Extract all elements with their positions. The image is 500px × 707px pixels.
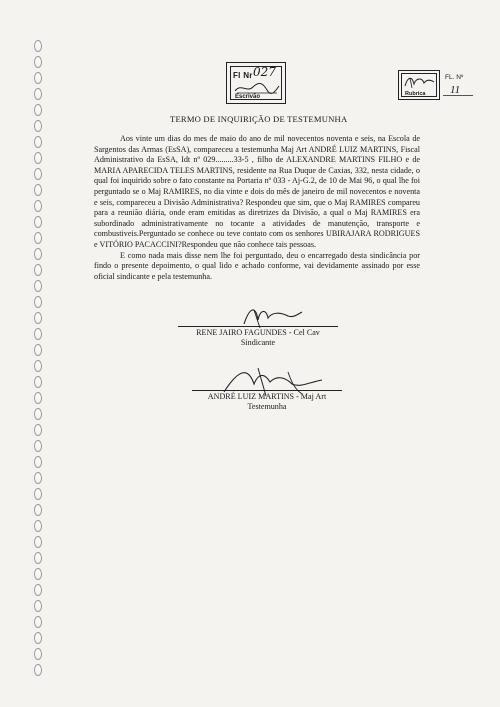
fl-number-value: 11 [450,84,461,96]
punch-hole [34,56,42,68]
punch-hole [34,264,42,276]
sindicante-name: RENE JAIRO FAGUNDES - Cel Cav [196,328,320,337]
fl-number-label: FL. Nº [445,74,464,81]
folha-stamp [226,62,286,104]
punch-hole [34,200,42,212]
punch-hole [34,104,42,116]
fl-number-underline [443,95,473,96]
punch-hole [34,248,42,260]
punch-hole [34,664,42,676]
punch-hole [34,136,42,148]
punch-hole [34,216,42,228]
rubrica-stamp-footer: Rubrica [405,91,426,97]
punch-hole [34,568,42,580]
testemunha-signature-line [192,390,342,391]
folha-stamp-label: Fl Nr [233,71,253,80]
punch-hole [34,376,42,388]
escrivao-signature-icon [233,81,281,95]
punch-hole [34,648,42,660]
punch-hole [34,312,42,324]
punch-hole [34,40,42,52]
punch-hole [34,328,42,340]
document-title: TERMO DE INQUIRIÇÃO DE TESTEMUNHA [170,114,348,124]
punch-hole [34,392,42,404]
folha-stamp-footer: Escrivão [235,94,261,100]
body-paragraph-1: Aos vinte um dias do mes de maio do ano de mil novecentos noventa e seis, na Escola de Sargentos das Armas (EsSA), compareceu a testemunha Maj Art ANDRÉ LUIZ MARTINS, Fiscal Administrativo da EsSA, Idt nº 029.........33-5 , filho de ALEXANDRE MARTINS FILHO e de MARIA APARECIDA TELES MARTINS, residente na Rua Duque de Caxias, 332, nesta cidade, o qual foi inquirido sobre o fato constante na Portaria nº 033 - Aj-G.2, de 10 de Mai 96, o qual lhe foi perguntado se o Maj RAMIRES, no dia vinte e dois do mês de janeiro de mil novecentos e noventa e seis, compareceu a Divisão Administrativa? Respondeu que sim, que o Maj RAMIRES compareu para a reunião diária, onde eram emitidas as diretrizes da Divisão, a qual o Maj RAMIRES era subordinado administrativamente no tocante a atividades de manutenção, transporte e combustiveis.Perguntado se conhece ou teve contato com os senhores UBIRAJARA RODRIGUES e VITÓRIO PACACCINI?Respondeu que não conhece tais pessoas. [94,134,420,249]
punch-hole [34,120,42,132]
punch-hole [34,488,42,500]
punch-hole [34,552,42,564]
punch-hole [34,520,42,532]
testemunha-name: ANDRÉ LUIZ MARTINS - Maj Art [207,392,327,401]
punch-hole [34,632,42,644]
punch-hole [34,88,42,100]
sindicante-signature-block [178,326,338,348]
punch-hole [34,584,42,596]
punch-hole [34,536,42,548]
punch-hole [34,344,42,356]
rubrica-stamp [398,70,440,100]
punch-hole [34,472,42,484]
punch-hole [34,456,42,468]
punch-hole [34,440,42,452]
punch-hole [34,504,42,516]
folha-stamp-number: 027 [253,65,276,79]
punch-hole [34,232,42,244]
rubrica-signature-icon [402,74,436,90]
punch-hole [34,280,42,292]
testemunha-signature-block [192,390,342,412]
punch-hole [34,424,42,436]
punch-hole [34,408,42,420]
punch-hole [34,72,42,84]
punch-hole [34,616,42,628]
document-body [94,134,420,282]
punch-hole [34,152,42,164]
punch-hole [34,360,42,372]
testemunha-role: Testemunha [247,402,287,411]
sindicante-role: Sindicante [240,338,276,347]
body-paragraph-2: E como nada mais disse nem lhe foi perguntado, deu o encarregado desta sindicância por findo o presente depoimento, o qual lido e achado conforme, vai devidamente assinado por esse oficial sindicante e pela testemunha. [94,250,420,281]
punch-hole [34,600,42,612]
punch-hole [34,168,42,180]
punch-holes [28,40,50,680]
punch-hole [34,184,42,196]
punch-hole [34,296,42,308]
sindicante-signature-line [178,326,338,327]
